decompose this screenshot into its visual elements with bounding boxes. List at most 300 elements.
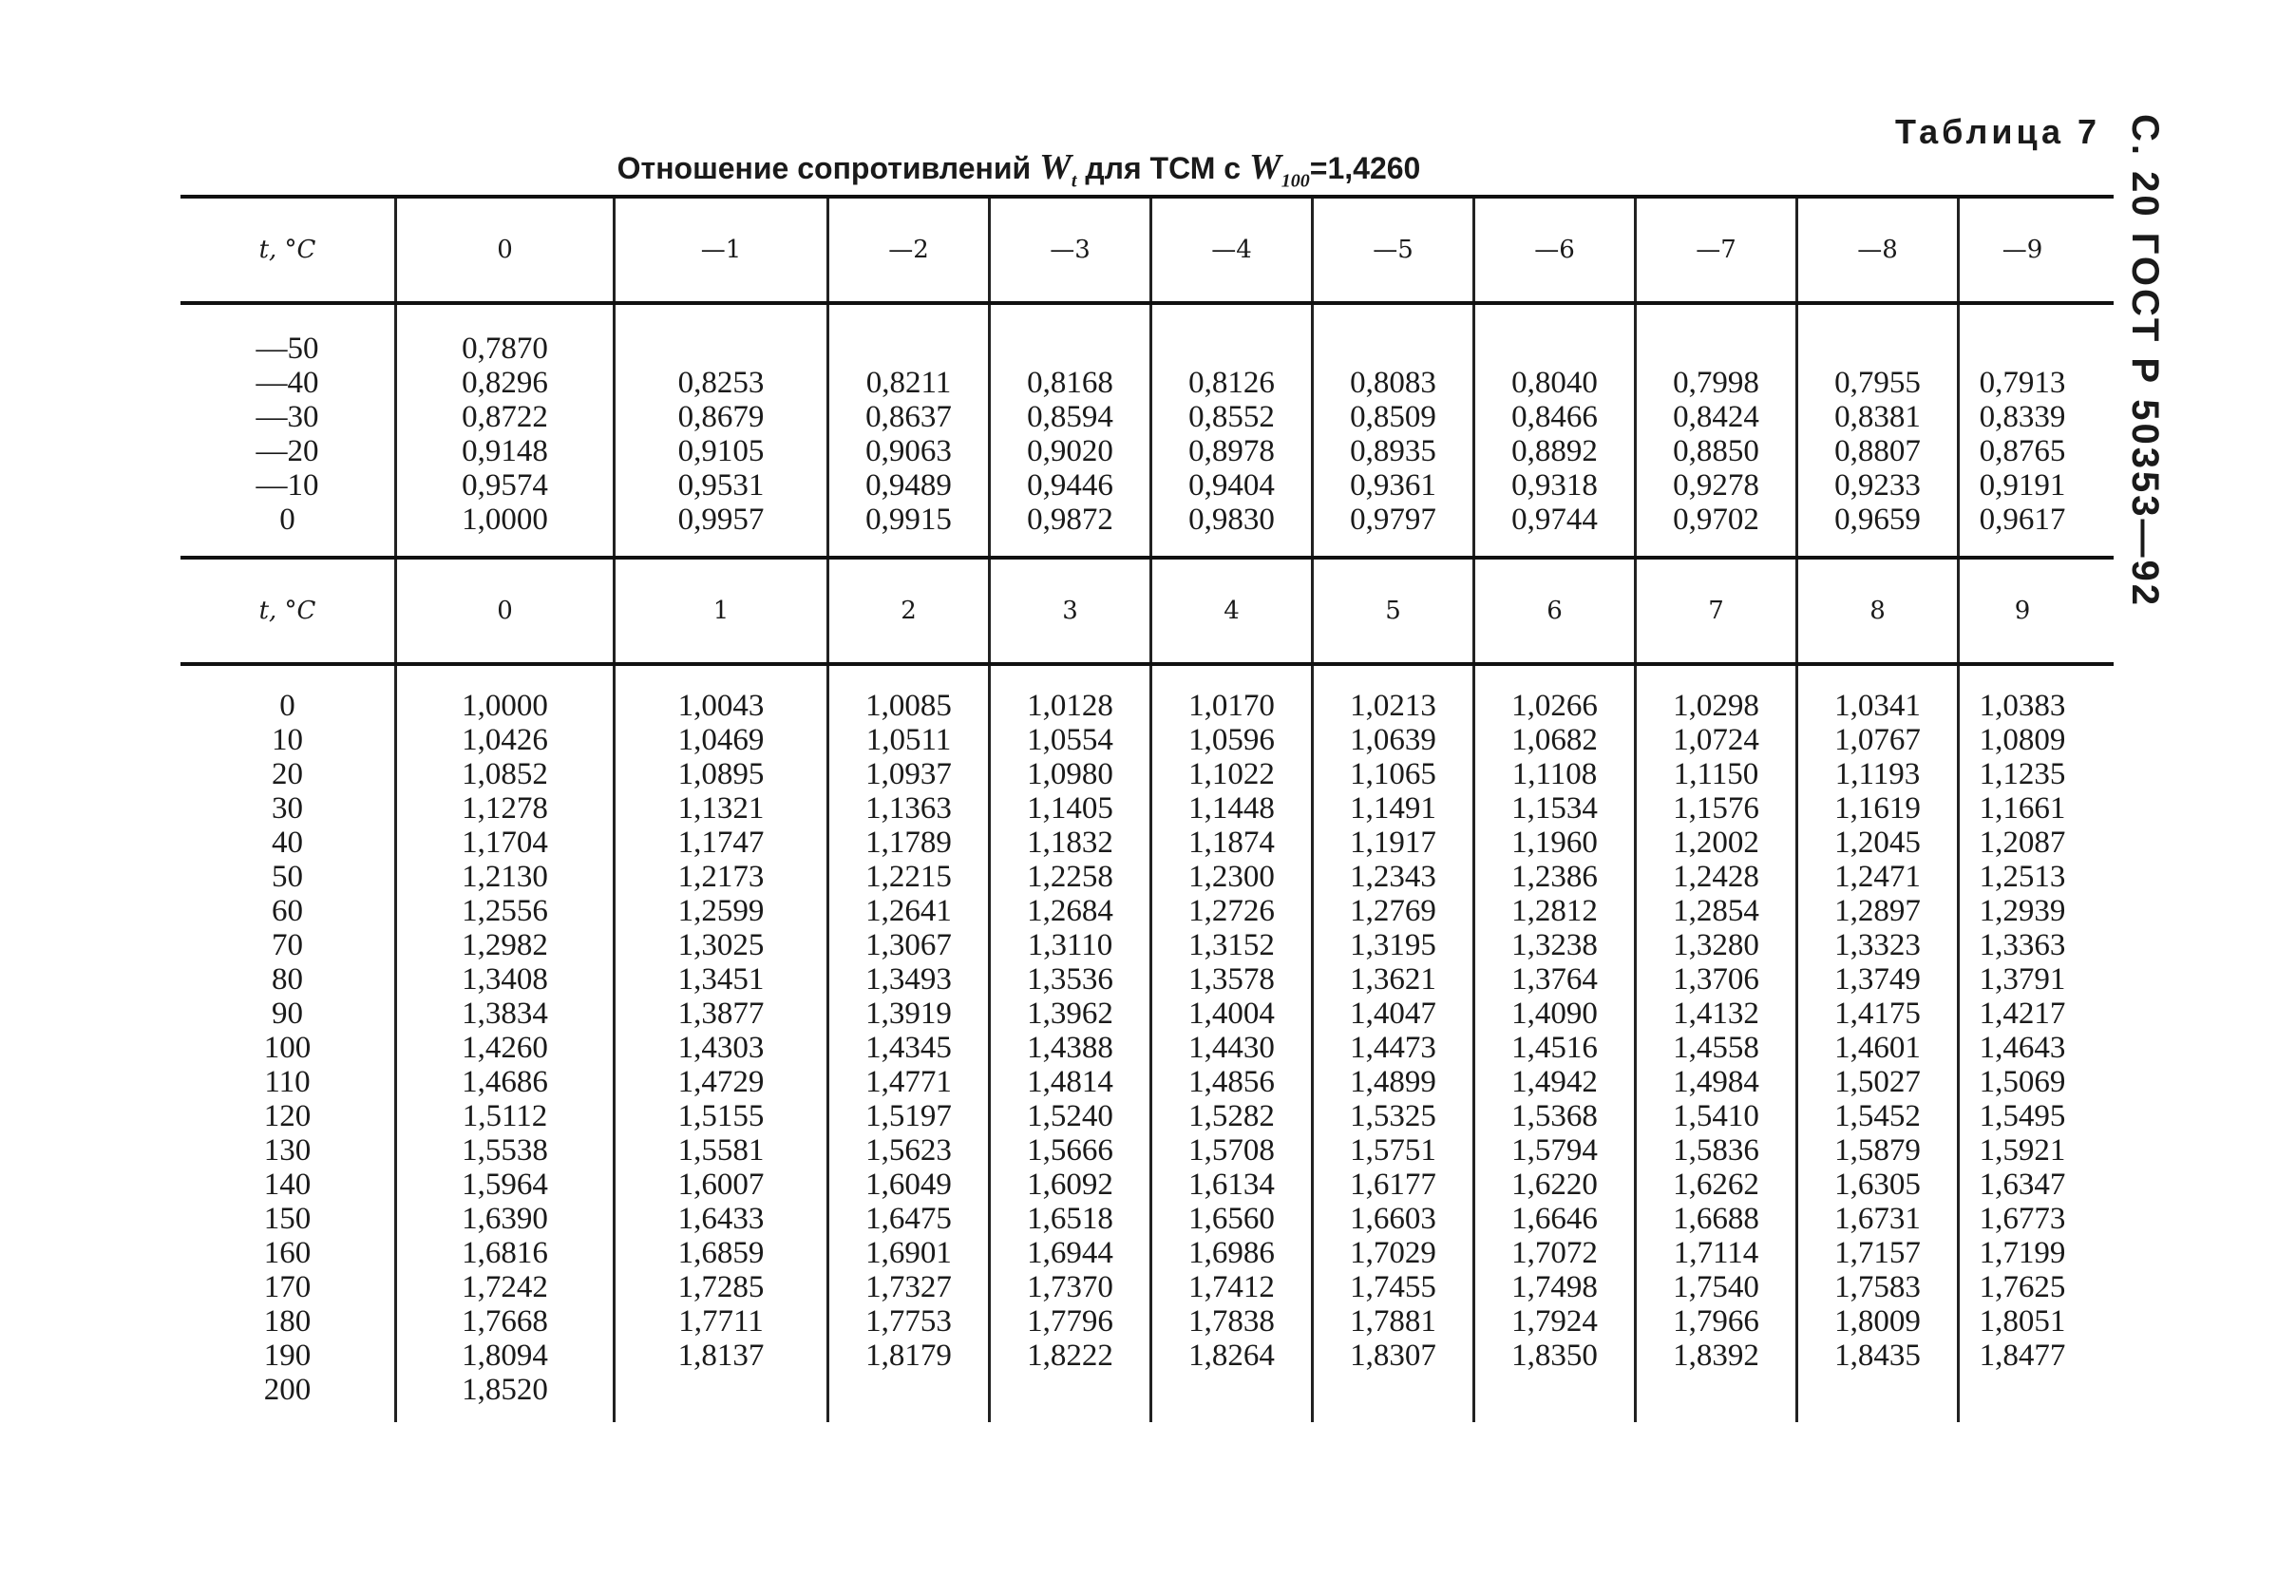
ratio-cell: 1,0170 (1188, 689, 1275, 723)
ratio-cell: 1,0554 (1027, 723, 1113, 757)
ratio-cell: 1,6475 (865, 1202, 952, 1236)
ratio-cell: 1,6092 (1027, 1168, 1113, 1202)
negative-header-col-1: —1 (613, 199, 826, 301)
ratio-cell: 1,2258 (1027, 860, 1113, 894)
ratio-cell: 1,0682 (1511, 723, 1598, 757)
w100-symbol: $W_{100}$ (1248, 147, 1310, 192)
temperature-cell: 60 (272, 894, 303, 928)
ratio-cell: 1,0980 (1027, 757, 1113, 791)
ratio-cell: 0,8168 (1027, 366, 1113, 400)
temperature-cell: —40 (256, 366, 319, 400)
ratio-cell: 1,6049 (865, 1168, 952, 1202)
positive-value-column-9 (1957, 666, 2085, 1422)
ratio-cell: 1,0895 (677, 757, 765, 791)
temperature-cell: 80 (272, 962, 303, 997)
ratio-cell: 1,6177 (1350, 1168, 1436, 1202)
ratio-cell: 1,5495 (1979, 1099, 2066, 1133)
ratio-cell: 1,1747 (677, 826, 765, 860)
positive-t-column (180, 666, 394, 1422)
ratio-cell: 0,9233 (1834, 468, 1921, 503)
ratio-cell: 1,4473 (1350, 1031, 1436, 1065)
ratio-cell: 1,6901 (865, 1236, 952, 1270)
ratio-cell: 0,9531 (677, 468, 765, 503)
ratio-cell (1637, 1373, 1795, 1407)
ratio-cell: 1,2939 (1979, 894, 2066, 928)
ratio-cell: 1,0426 (462, 723, 548, 757)
ratio-cell: 1,5282 (1188, 1099, 1275, 1133)
temperature-cell: 30 (272, 791, 303, 826)
ratio-cell: 1,5581 (677, 1133, 765, 1168)
ratio-cell: 1,1363 (865, 791, 952, 826)
ratio-cell: 0,8381 (1834, 400, 1921, 434)
ratio-cell: 1,5751 (1350, 1133, 1436, 1168)
ratio-cell: 1,0383 (1979, 689, 2066, 723)
ratio-cell: 0,8296 (462, 366, 548, 400)
ratio-cell: 0,8552 (1188, 400, 1275, 434)
ratio-cell: 1,6347 (1979, 1168, 2066, 1202)
ratio-cell: 1,0937 (865, 757, 952, 791)
ratio-cell: 1,5027 (1834, 1065, 1921, 1099)
ratio-cell: 0,8509 (1350, 400, 1436, 434)
ratio-cell: 0,9148 (462, 434, 548, 468)
ratio-cell: 1,6007 (677, 1168, 765, 1202)
ratio-cell: 1,4132 (1673, 997, 1759, 1031)
ratio-cell: 1,7838 (1188, 1304, 1275, 1339)
ratio-cell: 1,4047 (1350, 997, 1436, 1031)
positive-header-col-7: 7 (1634, 560, 1795, 662)
positive-value-column-0 (394, 666, 613, 1422)
ratio-cell: 1,6986 (1188, 1236, 1275, 1270)
positive-value-column-5 (1311, 666, 1472, 1422)
ratio-cell: 0,9361 (1350, 468, 1436, 503)
ratio-cell: 1,1832 (1027, 826, 1113, 860)
ratio-cell: 1,5155 (677, 1099, 765, 1133)
ratio-cell: 0,7998 (1673, 366, 1759, 400)
ratio-cell: 1,0085 (865, 689, 952, 723)
negative-value-column-5 (1311, 305, 1472, 556)
ratio-cell: 1,4856 (1188, 1065, 1275, 1099)
ratio-cell: 1,6390 (462, 1202, 548, 1236)
ratio-cell: 0,9404 (1188, 468, 1275, 503)
negative-value-column-8 (1795, 305, 1957, 556)
w-t-symbol: $W_t$ (1039, 147, 1077, 192)
ratio-cell (1798, 1373, 1957, 1407)
ratio-cell: 1,1789 (865, 826, 952, 860)
ratio-cell: 1,6731 (1834, 1202, 1921, 1236)
ratio-cell: 1,2854 (1673, 894, 1759, 928)
ratio-cell: 1,7455 (1350, 1270, 1436, 1304)
ratio-cell: 0,9744 (1511, 503, 1598, 537)
ratio-cell (1960, 332, 2085, 366)
temperature-cell: 90 (272, 997, 303, 1031)
ratio-cell: 1,6859 (677, 1236, 765, 1270)
negative-data-block (180, 305, 2114, 556)
ratio-cell: 0,8978 (1188, 434, 1275, 468)
ratio-cell: 1,7114 (1673, 1236, 1759, 1270)
ratio-cell: 0,9617 (1979, 503, 2066, 537)
positive-value-column-4 (1149, 666, 1311, 1422)
positive-header-col-4: 4 (1149, 560, 1311, 662)
ratio-cell: 1,0000 (462, 689, 548, 723)
negative-value-column-4 (1149, 305, 1311, 556)
ratio-cell (1637, 332, 1795, 366)
ratio-cell: 1,8222 (1027, 1339, 1113, 1373)
ratio-cell: 1,4175 (1834, 997, 1921, 1031)
ratio-cell: 1,8477 (1979, 1339, 2066, 1373)
ratio-cell: 0,8253 (677, 366, 765, 400)
temperature-cell: 160 (263, 1236, 312, 1270)
ratio-cell: 1,3791 (1979, 962, 2066, 997)
ratio-cell: 1,2812 (1511, 894, 1598, 928)
ratio-cell: 0,9063 (865, 434, 952, 468)
ratio-cell: 1,5112 (462, 1099, 548, 1133)
ratio-cell: 1,0298 (1673, 689, 1759, 723)
ratio-cell: 1,7540 (1673, 1270, 1759, 1304)
ratio-cell: 0,9830 (1188, 503, 1275, 537)
ratio-cell: 1,6773 (1979, 1202, 2066, 1236)
ratio-cell: 1,7625 (1979, 1270, 2066, 1304)
ratio-cell: 1,5708 (1188, 1133, 1275, 1168)
ratio-cell (1960, 1373, 2085, 1407)
ratio-cell: 1,6220 (1511, 1168, 1598, 1202)
ratio-cell: 1,7285 (677, 1270, 765, 1304)
ratio-cell: 1,7242 (462, 1270, 548, 1304)
ratio-cell: 1,1108 (1511, 757, 1598, 791)
positive-value-column-7 (1634, 666, 1795, 1422)
ratio-cell: 1,1405 (1027, 791, 1113, 826)
ratio-cell: 1,6816 (462, 1236, 548, 1270)
ratio-cell: 0,8083 (1350, 366, 1436, 400)
negative-value-column-7 (1634, 305, 1795, 556)
ratio-cell: 1,7498 (1511, 1270, 1598, 1304)
temperature-cell: —30 (256, 400, 319, 434)
ratio-cell: 1,6603 (1350, 1202, 1436, 1236)
ratio-cell: 0,7870 (462, 332, 548, 366)
positive-header-col-2: 2 (826, 560, 988, 662)
ratio-cell: 1,1917 (1350, 826, 1436, 860)
ratio-cell: 0,8040 (1511, 366, 1598, 400)
running-header: С. 20 ГОСТ Р 50353—92 (2124, 114, 2166, 608)
temperature-cell: —50 (256, 332, 319, 366)
positive-value-column-8 (1795, 666, 1957, 1422)
ratio-cell: 1,3280 (1673, 928, 1759, 962)
ratio-cell (1152, 1373, 1311, 1407)
ratio-cell: 0,9957 (677, 503, 765, 537)
temperature-cell: 40 (272, 826, 303, 860)
ratio-cell: 1,2684 (1027, 894, 1113, 928)
ratio-cell: 1,3067 (865, 928, 952, 962)
ratio-cell (1314, 1373, 1472, 1407)
ratio-cell: 1,5410 (1673, 1099, 1759, 1133)
ratio-cell: 1,6518 (1027, 1202, 1113, 1236)
ratio-cell: 1,2087 (1979, 826, 2066, 860)
positive-header-col-1: 1 (613, 560, 826, 662)
ratio-cell: 1,2045 (1834, 826, 1921, 860)
positive-data-block (180, 666, 2114, 1422)
ratio-cell: 1,2300 (1188, 860, 1275, 894)
temperature-cell: 100 (263, 1031, 312, 1065)
ratio-cell: 1,6262 (1673, 1168, 1759, 1202)
resistance-table (180, 195, 2114, 1422)
ratio-cell: 1,3706 (1673, 962, 1759, 997)
ratio-cell: 0,8466 (1511, 400, 1598, 434)
ratio-cell: 1,2173 (677, 860, 765, 894)
ratio-cell: 0,9702 (1673, 503, 1759, 537)
ratio-cell: 1,3536 (1027, 962, 1113, 997)
ratio-cell: 1,1150 (1673, 757, 1759, 791)
ratio-cell: 1,8009 (1834, 1304, 1921, 1339)
ratio-cell: 1,0511 (865, 723, 952, 757)
ratio-cell (616, 1373, 826, 1407)
ratio-cell: 1,5368 (1511, 1099, 1598, 1133)
ratio-cell: 1,4090 (1511, 997, 1598, 1031)
ratio-cell: 1,4984 (1673, 1065, 1759, 1099)
temperature-cell: 150 (263, 1202, 312, 1236)
ratio-cell: 1,8435 (1834, 1339, 1921, 1373)
ratio-cell: 1,3195 (1350, 928, 1436, 962)
ratio-cell: 1,7157 (1834, 1236, 1921, 1270)
ratio-cell: 1,4260 (462, 1031, 548, 1065)
ratio-cell: 1,3877 (677, 997, 765, 1031)
ratio-cell: 1,1960 (1511, 826, 1598, 860)
ratio-cell: 1,5325 (1350, 1099, 1436, 1133)
ratio-cell: 1,0724 (1673, 723, 1759, 757)
ratio-cell: 1,0809 (1979, 723, 2066, 757)
ratio-cell: 1,6433 (677, 1202, 765, 1236)
ratio-cell: 1,1661 (1979, 791, 2066, 826)
ratio-cell: 0,9915 (865, 503, 952, 537)
ratio-cell: 1,0852 (462, 757, 548, 791)
negative-header-col-9: —9 (1957, 199, 2085, 301)
ratio-cell: 1,2343 (1350, 860, 1436, 894)
ratio-cell: 1,0639 (1350, 723, 1436, 757)
ratio-cell: 0,8765 (1979, 434, 2066, 468)
ratio-cell: 1,3323 (1834, 928, 1921, 962)
ratio-cell: 0,9020 (1027, 434, 1113, 468)
negative-value-column-0 (394, 305, 613, 556)
ratio-cell: 1,4814 (1027, 1065, 1113, 1099)
ratio-cell: 1,5879 (1834, 1133, 1921, 1168)
title-middle: для ТСМ с (1085, 151, 1242, 185)
temperature-cell: 20 (272, 757, 303, 791)
negative-header-col-5: —5 (1311, 199, 1472, 301)
ratio-cell: 1,1193 (1834, 757, 1921, 791)
ratio-cell: 1,0128 (1027, 689, 1113, 723)
ratio-cell: 1,2471 (1834, 860, 1921, 894)
ratio-cell: 1,6560 (1188, 1202, 1275, 1236)
ratio-cell: 1,1704 (462, 826, 548, 860)
ratio-cell: 1,3152 (1188, 928, 1275, 962)
ratio-cell: 1,5538 (462, 1133, 548, 1168)
temperature-cell: 170 (263, 1270, 312, 1304)
ratio-cell: 1,7668 (462, 1304, 548, 1339)
ratio-cell: 0,9105 (677, 434, 765, 468)
ratio-cell: 1,1321 (677, 791, 765, 826)
negative-value-column-6 (1472, 305, 1634, 556)
ratio-cell: 1,1619 (1834, 791, 1921, 826)
ratio-cell: 1,1534 (1511, 791, 1598, 826)
positive-header-col-8: 8 (1795, 560, 1957, 662)
ratio-cell: 1,2726 (1188, 894, 1275, 928)
negative-header-col-8: —8 (1795, 199, 1957, 301)
negative-header-col-3: —3 (988, 199, 1149, 301)
positive-value-column-2 (826, 666, 988, 1422)
ratio-cell: 1,7753 (865, 1304, 952, 1339)
ratio-cell: 1,0000 (462, 503, 548, 537)
temperature-cell: 120 (263, 1099, 312, 1133)
temperature-cell: 130 (263, 1133, 312, 1168)
ratio-cell: 1,3408 (462, 962, 548, 997)
positive-header-row (180, 560, 2114, 662)
ratio-cell: 0,8850 (1673, 434, 1759, 468)
ratio-cell: 1,5069 (1979, 1065, 2066, 1099)
ratio-cell (829, 332, 988, 366)
ratio-cell: 1,2215 (865, 860, 952, 894)
ratio-cell: 1,1448 (1188, 791, 1275, 826)
ratio-cell: 1,2002 (1673, 826, 1759, 860)
ratio-cell: 0,9797 (1350, 503, 1436, 537)
ratio-cell: 0,9191 (1979, 468, 2066, 503)
temperature-cell: 180 (263, 1304, 312, 1339)
ratio-cell: 1,4899 (1350, 1065, 1436, 1099)
ratio-cell: 1,1065 (1350, 757, 1436, 791)
ratio-cell: 1,7796 (1027, 1304, 1113, 1339)
ratio-cell: 1,5240 (1027, 1099, 1113, 1133)
ratio-cell: 1,3493 (865, 962, 952, 997)
ratio-cell: 0,8679 (677, 400, 765, 434)
ratio-cell: 1,7327 (865, 1270, 952, 1304)
ratio-cell: 0,9574 (462, 468, 548, 503)
temperature-cell: 110 (264, 1065, 311, 1099)
ratio-cell: 1,4643 (1979, 1031, 2066, 1065)
ratio-cell (1475, 332, 1634, 366)
ratio-cell: 1,7412 (1188, 1270, 1275, 1304)
ratio-cell: 1,0341 (1834, 689, 1921, 723)
ratio-cell: 0,8637 (865, 400, 952, 434)
ratio-cell: 1,2130 (462, 860, 548, 894)
ratio-cell: 0,7913 (1979, 366, 2066, 400)
ratio-cell: 1,8179 (865, 1339, 952, 1373)
table-title (180, 146, 1857, 193)
ratio-cell: 1,5452 (1834, 1099, 1921, 1133)
ratio-cell (1475, 1373, 1634, 1407)
ratio-cell: 1,8051 (1979, 1304, 2066, 1339)
temperature-cell: 0 (279, 503, 295, 537)
ratio-cell: 1,2513 (1979, 860, 2066, 894)
ratio-cell: 0,8935 (1350, 434, 1436, 468)
ratio-cell: 0,8211 (865, 366, 952, 400)
ratio-cell: 1,4516 (1511, 1031, 1598, 1065)
ratio-cell: 1,6646 (1511, 1202, 1598, 1236)
ratio-cell: 0,8594 (1027, 400, 1113, 434)
ratio-cell: 1,3621 (1350, 962, 1436, 997)
ratio-cell: 1,8094 (462, 1339, 548, 1373)
ratio-cell: 1,5921 (1979, 1133, 2066, 1168)
ratio-cell: 1,7583 (1834, 1270, 1921, 1304)
negative-header-col-6: —6 (1472, 199, 1634, 301)
temperature-cell: 50 (272, 860, 303, 894)
negative-header-col-7: —7 (1634, 199, 1795, 301)
ratio-cell: 1,8520 (462, 1373, 548, 1407)
ratio-cell: 1,6305 (1834, 1168, 1921, 1202)
positive-header-t: t, °C (258, 597, 316, 625)
temperature-cell: 10 (272, 723, 303, 757)
ratio-cell: 1,7199 (1979, 1236, 2066, 1270)
positive-header-col-5: 5 (1311, 560, 1472, 662)
negative-header-col-2: —2 (826, 199, 988, 301)
ratio-cell: 1,8264 (1188, 1339, 1275, 1373)
ratio-cell: 1,3025 (677, 928, 765, 962)
ratio-cell: 1,0469 (677, 723, 765, 757)
ratio-cell: 1,4942 (1511, 1065, 1598, 1099)
ratio-cell: 1,7711 (678, 1304, 764, 1339)
temperature-cell: 190 (263, 1339, 312, 1373)
ratio-cell: 1,1235 (1979, 757, 2066, 791)
ratio-cell: 0,8339 (1979, 400, 2066, 434)
ratio-cell: 0,9489 (865, 468, 952, 503)
ratio-cell: 1,1022 (1188, 757, 1275, 791)
negative-value-column-2 (826, 305, 988, 556)
ratio-cell: 1,1491 (1350, 791, 1436, 826)
positive-header-col-3: 3 (988, 560, 1149, 662)
table-number-label: Таблица 7 (1895, 112, 2101, 151)
ratio-cell: 1,0266 (1511, 689, 1598, 723)
temperature-cell: —10 (256, 468, 319, 503)
title-prefix: Отношение сопротивлений (617, 151, 1032, 185)
ratio-cell: 1,3749 (1834, 962, 1921, 997)
ratio-cell: 1,4771 (865, 1065, 952, 1099)
ratio-cell: 1,7966 (1673, 1304, 1759, 1339)
ratio-cell: 1,6944 (1027, 1236, 1113, 1270)
negative-header-t: t, °C (258, 236, 316, 264)
ratio-cell (829, 1373, 988, 1407)
ratio-cell: 1,6134 (1188, 1168, 1275, 1202)
ratio-cell: 0,9872 (1027, 503, 1113, 537)
ratio-cell: 1,2982 (462, 928, 548, 962)
ratio-cell: 1,2599 (677, 894, 765, 928)
ratio-cell: 1,3363 (1979, 928, 2066, 962)
ratio-cell: 1,3962 (1027, 997, 1113, 1031)
temperature-cell: 70 (272, 928, 303, 962)
ratio-cell: 1,7881 (1350, 1304, 1436, 1339)
temperature-cell: 0 (279, 689, 295, 723)
ratio-cell: 0,8807 (1834, 434, 1921, 468)
ratio-cell (1152, 332, 1311, 366)
ratio-cell: 1,7370 (1027, 1270, 1113, 1304)
ratio-cell (991, 1373, 1149, 1407)
negative-header-row (180, 199, 2114, 301)
ratio-cell: 1,8350 (1511, 1339, 1598, 1373)
negative-value-column-9 (1957, 305, 2085, 556)
ratio-cell: 1,1576 (1673, 791, 1759, 826)
ratio-cell: 1,0213 (1350, 689, 1436, 723)
ratio-cell: 1,5964 (462, 1168, 548, 1202)
ratio-cell: 1,2428 (1673, 860, 1759, 894)
ratio-cell: 0,8892 (1511, 434, 1598, 468)
positive-header-col-6: 6 (1472, 560, 1634, 662)
ratio-cell: 1,4601 (1834, 1031, 1921, 1065)
ratio-cell (616, 332, 826, 366)
ratio-cell: 0,8126 (1188, 366, 1275, 400)
ratio-cell: 1,3919 (865, 997, 952, 1031)
positive-value-column-1 (613, 666, 826, 1422)
ratio-cell: 1,0767 (1834, 723, 1921, 757)
ratio-cell: 1,5197 (865, 1099, 952, 1133)
ratio-cell: 1,4729 (677, 1065, 765, 1099)
ratio-cell (1798, 332, 1957, 366)
ratio-cell: 0,9318 (1511, 468, 1598, 503)
ratio-cell: 1,3764 (1511, 962, 1598, 997)
